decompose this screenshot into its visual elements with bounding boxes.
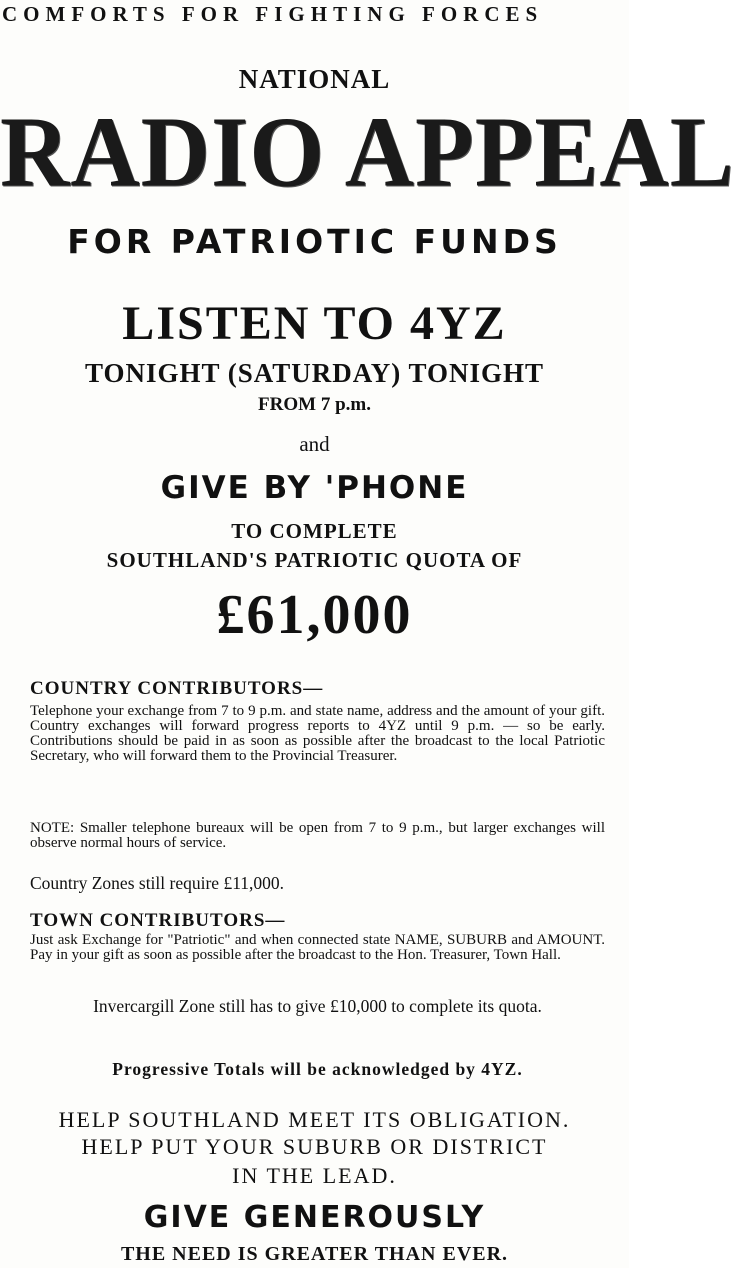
top-banner-line: COMFORTS FOR FIGHTING FORCES <box>2 2 544 26</box>
country-zones-block <box>30 872 605 894</box>
give-generously-heading: GIVE GENEROUSLY <box>143 1200 486 1235</box>
progressive-totals-block <box>30 1058 605 1080</box>
country-heading: COUNTRY CONTRIBUTORS— <box>30 678 324 699</box>
note-text: NOTE: Smaller telephone bureaux will be open from 7 to 9 p.m., but larger exchanges will observe normal hours of service. <box>30 820 605 851</box>
country-zones-text: Country Zones still require £11,000. <box>30 873 285 893</box>
give-by-phone-heading: GIVE BY 'PHONE <box>160 470 469 506</box>
town-body-text: Just ask Exchange for "Patriotic" and when connected state NAME, SUBURB and AMOUNT. Pay in your gift as soon as possible after the broadcast to the Hon. Treasurer, Town Hall. <box>30 932 605 963</box>
town-heading: TOWN CONTRIBUTORS— <box>30 910 286 931</box>
invercargill-block <box>30 995 605 1017</box>
country-body-text: Telephone your exchange from 7 to 9 p.m. and state name, address and the amount of your gift. Country exchanges will forward progress reports to 4YZ until 9 p.m. — so be early. Contributions should be paid in as soon as possible after the broadcast to the local Patriotic Secretary, who will forward them to the Provincial Treasurer. <box>30 703 605 764</box>
country-instructions <box>30 704 605 764</box>
help-line-3: IN THE LEAD. <box>232 1163 397 1188</box>
invercargill-text: Invercargill Zone still has to give £10,000 to complete its quota. <box>93 996 542 1016</box>
town-section-heading <box>30 910 605 932</box>
listen-headline: LISTEN TO 4YZ <box>122 297 507 350</box>
progressive-totals-text: Progressive Totals will be acknowledged by 4YZ. <box>112 1059 523 1079</box>
quota-amount: £61,000 <box>216 584 413 646</box>
town-instructions <box>30 933 605 963</box>
radio-appeal-headline: RADIO APPEAL <box>0 95 735 208</box>
quota-line: SOUTHLAND'S PATRIOTIC QUOTA OF <box>106 548 523 572</box>
help-line-2: HELP PUT YOUR SUBURB OR DISTRICT <box>81 1134 548 1159</box>
to-complete-line: TO COMPLETE <box>231 519 398 543</box>
need-line: THE NEED IS GREATER THAN EVER. <box>120 1243 509 1265</box>
time-line: FROM 7 p.m. <box>258 394 371 415</box>
note-block <box>30 821 605 851</box>
national-title: NATIONAL <box>238 64 391 94</box>
patriotic-funds-subtitle: FOR PATRIOTIC FUNDS <box>67 222 562 261</box>
country-section-heading <box>30 678 605 700</box>
and-text: and <box>299 432 330 456</box>
tonight-line: TONIGHT (SATURDAY) TONIGHT <box>84 358 545 388</box>
help-line-1: HELP SOUTHLAND MEET ITS OBLIGATION. <box>58 1107 571 1132</box>
